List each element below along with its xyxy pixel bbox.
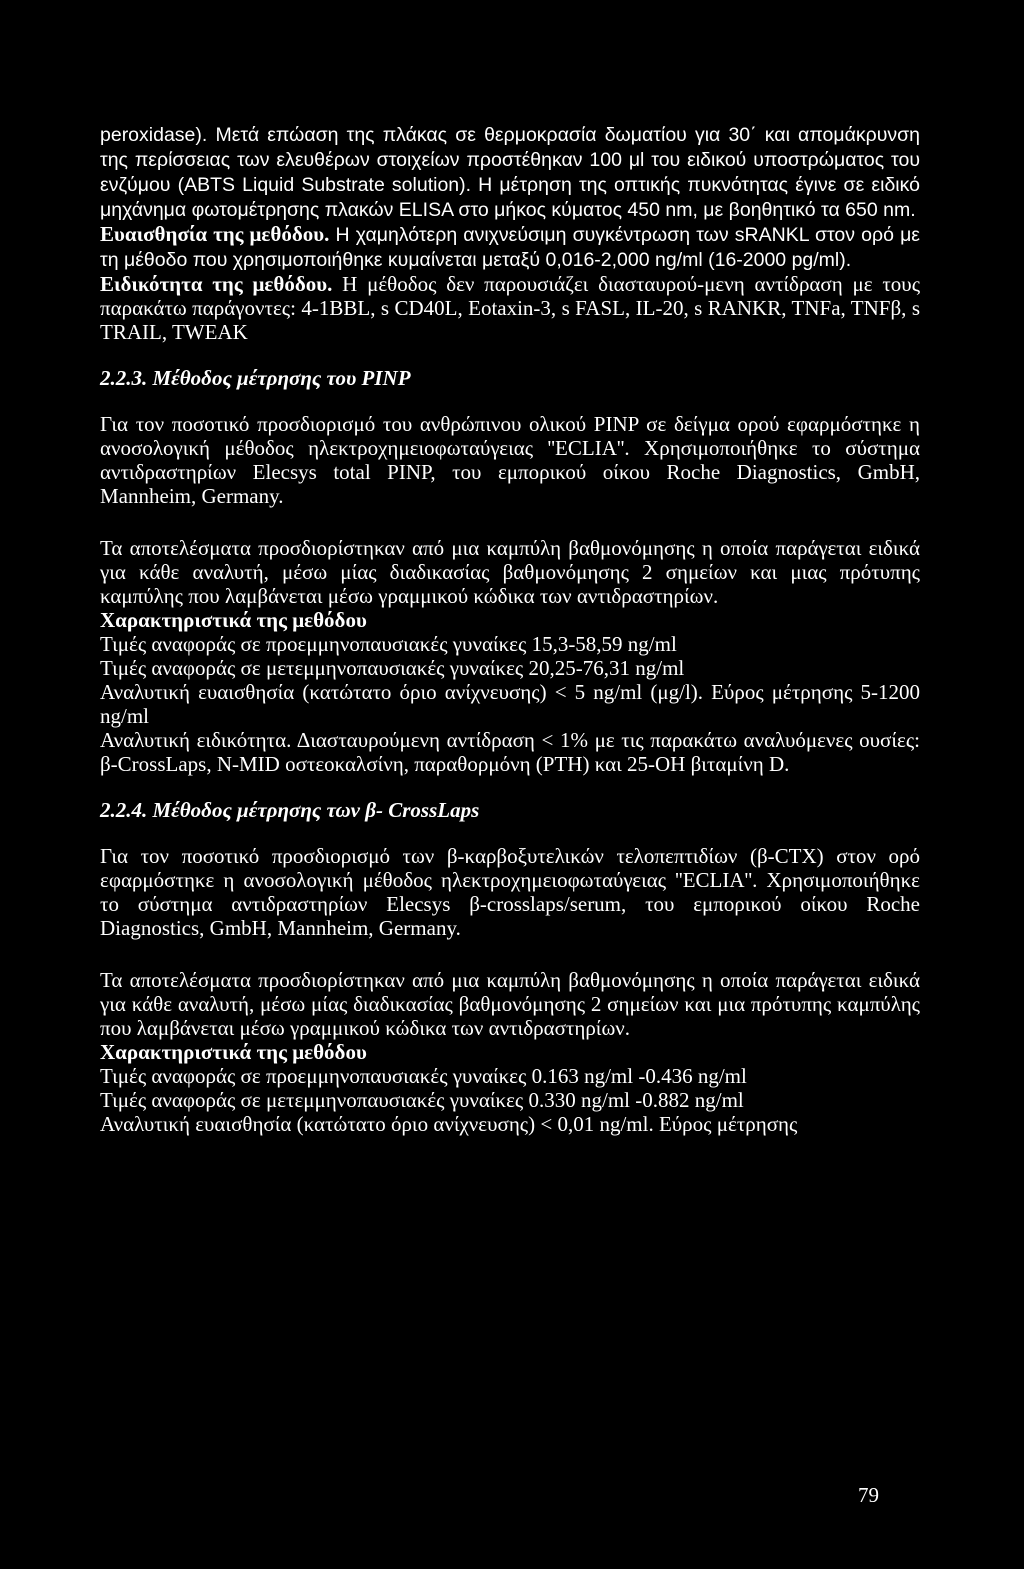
text-pinp-ref-postmenopausal: Τιμές αναφοράς σε μετεμμηνοπαυσιακές γυναίκες 20,25-76,31 ng/ml <box>100 656 685 680</box>
text-peroxidase: peroxidase). <box>100 124 208 146</box>
paragraph-crosslaps-intro: Για τον ποσοτικό προσδιορισμό των β-καρβοξυτελικών τελοπεπτιδίων (β-CTX) στον ορό εφαρμόστηκε η ανοσολογική μέθοδος ηλεκτροχημειοφωταύγειας ''ECLIA''. Χρησιμοποιήθηκε το σύστημα αντιδραστηρίων Elecsys β-crosslaps/serum, του εμπορικού οίκου Roche Diagnostics, GmbH, Mannheim, Germany. <box>100 844 920 940</box>
text-method-sensitivity: Η χαμηλότερη ανιχνεύσιμη συγκέντρωση των sRANKL στον ορό με τη μέθοδο που χρησιμοποιήθηκε κυμαίνεται μεταξύ 0,016-2,000 ng/ml (16-2000 pg/ml). <box>100 224 920 271</box>
label-pinp-features: Χαρακτηριστικά της μεθόδου <box>100 608 367 632</box>
paragraph-method-specificity <box>100 272 920 344</box>
paragraph-crosslaps-results: Τα αποτελέσματα προσδιορίστηκαν από μια καμπύλη βαθμονόμησης η οποία παράγεται ειδικά για κάθε αναλυτή, μέσω μίας διαδικασίας βαθμονόμησης 2 σημείων και μια πρότυπης καμπύλης που λαμβάνεται μέσω γραμμικού κώδικα των αντιδραστηρίων. <box>100 968 920 1040</box>
paragraph-elisa-procedure <box>100 122 920 222</box>
heading-number: 2.2.4. <box>100 798 148 822</box>
text-crosslaps-ref-premenopausal: Τιμές αναφοράς σε προεμμηνοπαυσιακές γυναίκες 0.163 ng/ml -0.436 ng/ml <box>100 1064 747 1088</box>
text-crosslaps-ref-postmenopausal: Τιμές αναφοράς σε μετεμμηνοπαυσιακές γυναίκες 0.330 ng/ml -0.882 ng/ml <box>100 1088 744 1112</box>
text-pinp-specificity: Αναλυτική ειδικότητα. Διασταυρούμενη αντίδραση < 1% με τις παρακάτω αναλυόμενες ουσίες: β-CrossLaps, N-MID οστεοκαλσίνη, παραθορμόνη (PTH) και 25-OH βιταμίνη D. <box>100 728 920 776</box>
text-procedure: Μετά επώαση της πλάκας σε θερμοκρασία δωματίου για 30΄ και απομάκρυνση της περίσσειας των ελευθέρων στοιχείων προστέθηκαν 100 μl του ειδικού υποστρώματος του ενζύμου (ABTS Liquid Substrate solution). Η μέτρηση της οπτικής πυκνότητας έγινε σε ειδικό μηχάνημα φωτομέτρησης πλακών ELISA στο μήκος κύματος 450 nm, με βοηθητικό τα 650 nm. <box>100 124 920 221</box>
label-method-specificity: Ειδικότητα της μεθόδου. <box>100 272 333 296</box>
heading-title: Μέθοδος μέτρησης των β- CrossLaps <box>152 798 480 822</box>
label-method-sensitivity: Ευαισθησία της μεθόδου. <box>100 222 330 246</box>
page-content <box>100 122 920 1136</box>
text-crosslaps-sensitivity: Αναλυτική ευαισθησία (κατώτατο όριο ανίχνευσης) < 0,01 ng/ml. Εύρος μέτρησης <box>100 1112 798 1136</box>
paragraph-method-sensitivity <box>100 222 920 272</box>
heading-pinp-method <box>100 366 920 390</box>
heading-number: 2.2.3. <box>100 366 148 390</box>
heading-crosslaps-method <box>100 798 920 822</box>
text-pinp-ref-premenopausal: Τιμές αναφοράς σε προεμμηνοπαυσιακές γυναίκες 15,3-58,59 ng/ml <box>100 632 677 656</box>
heading-title: Μέθοδος μέτρησης του PINP <box>152 366 411 390</box>
text-method-specificity: Η μέθοδος δεν παρουσιάζει διασταυρού-μενη αντίδραση με τους παρακάτω παράγοντες: 4-1BBL, s CD40L, Eotaxin-3, s FASL, IL-20, s RANKR, TNFa, TNFβ, s TRAIL, TWEAK <box>100 272 921 344</box>
page-number: 79 <box>858 1483 879 1507</box>
label-crosslaps-features: Χαρακτηριστικά της μεθόδου <box>100 1040 367 1064</box>
paragraph-pinp-intro: Για τον ποσοτικό προσδιορισμό του ανθρώπινου ολικού PINP σε δείγμα ορού εφαρμόστηκε η ανοσολογική μέθοδος ηλεκτροχημειοφωταύγειας ''ECLIA''. Χρησιμοποιήθηκε το σύστημα αντιδραστηρίων Elecsys total PINP, του εμπορικού οίκου Roche Diagnostics, GmbH, Mannheim, Germany. <box>100 412 920 508</box>
paragraph-pinp-results: Τα αποτελέσματα προσδιορίστηκαν από μια καμπύλη βαθμονόμησης η οποία παράγεται ειδικά για κάθε αναλυτή, μέσω μίας διαδικασίας βαθμονόμησης 2 σημείων και μιας πρότυπης καμπύλης που λαμβάνεται μέσω γραμμικού κώδικα των αντιδραστηρίων. <box>100 536 920 608</box>
text-pinp-sensitivity: Αναλυτική ευαισθησία (κατώτατο όριο ανίχνευσης) < 5 ng/ml (μg/l). Εύρος μέτρησης 5-1200 ng/ml <box>100 680 920 728</box>
